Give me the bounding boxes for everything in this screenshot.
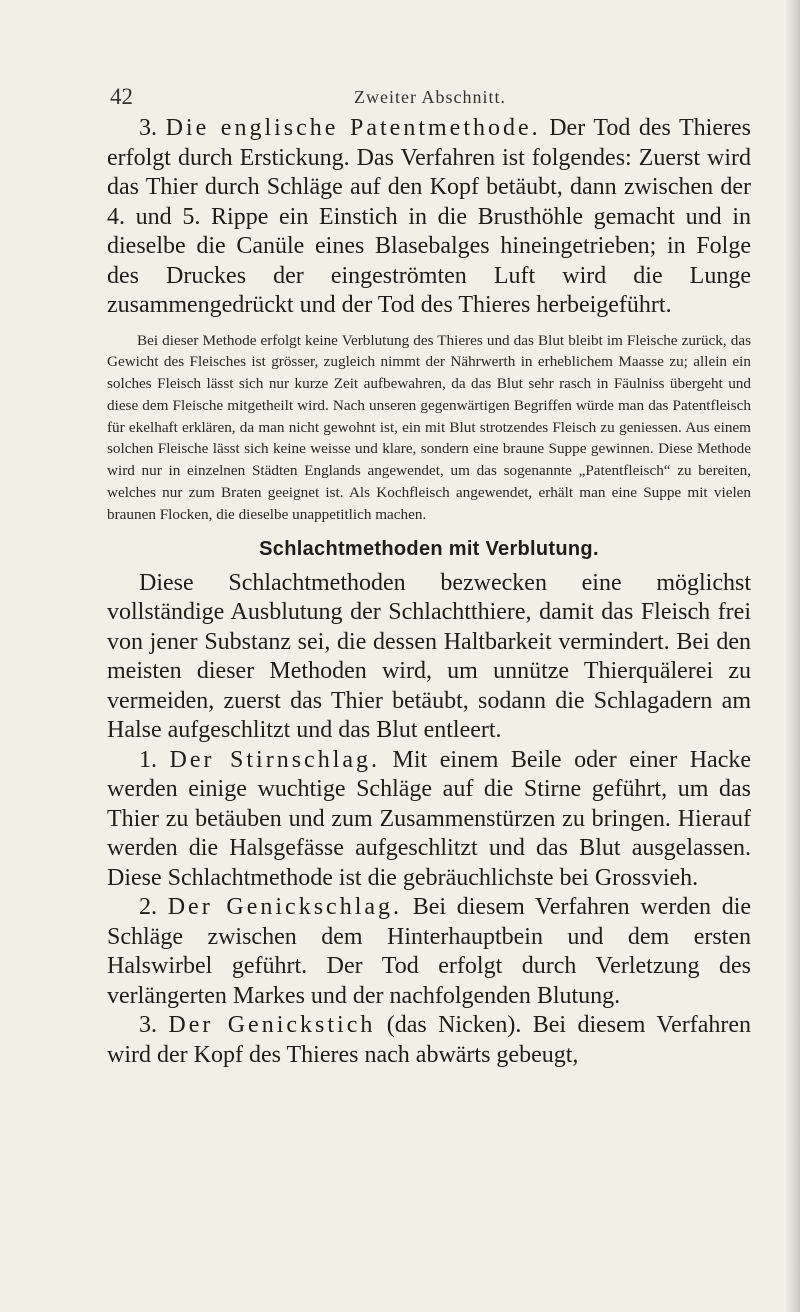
section-heading: Schlachtmethoden mit Verblutung. <box>259 537 599 560</box>
list-item-3 <box>107 1011 751 1070</box>
intro-paragraph: Diese Schlachtmethoden bezwecken eine möglichst vollständige Ausblutung der Schlachtthiere, damit das Fleisch frei von jener Substanz sei, die dessen Haltbarkeit vermindert. Bei den meisten dieser Methoden wird, um unnütze Thierquälerei zu vermeiden, zuerst das Thier betäubt, sodann die Schlagadern am Halse aufgeschlitzt und das Blut entleert. <box>107 569 751 744</box>
item-1-body: Mit einem Beile oder einer Hacke werden einige wuchtige Schläge auf die Stirne geführt, um das Thier zu betäuben und zum Zusammenstürzen zu bringen. Hierauf werden die Halsgefässe aufgeschlitzt und das Blut ausgelassen. Diese Schlachtmethode ist die gebräuchlichste bei Grossvieh. <box>107 746 752 891</box>
item-1-title: Der Stirnschlag. <box>169 746 381 773</box>
section-3-number: 3. <box>139 115 157 141</box>
item-1-number: 1. <box>139 746 157 773</box>
section-3-title: Die englische Patentmethode. <box>165 115 541 141</box>
section-3-paragraph <box>107 114 751 321</box>
section-3-note: Bei dieser Methode erfolgt keine Verblutung des Thieres und das Blut bleibt im Fleische zurück, das Gewicht des Fleisches ist grösser, zugleich nimmt der Nährwerth in erheblichem Maasse zu; allein ein solches Fleisch lässt sich nur kurze Zeit aufbewahren, da das Blut sehr rasch in Fäulniss übergeht und diese dem Fleische mitgetheilt wird. Nach unseren gegenwärtigen Begriffen würde man das Patentfleisch für ekelhaft erklären, da man nicht gewohnt ist, ein mit Blut strotzendes Fleisch zu geniessen. Aus einem solchen Fleische lässt sich keine weisse und klare, sondern eine braune Suppe gewinnen. Diese Methode wird nur in einzelnen Städten Englands angewendet, um das sogenannte „Patentfleisch“ zu bereiten, welches nur zum Braten geeignet ist. Als Kochfleisch angewendet, erhält man eine Suppe mit vielen braunen Flocken, die dieselbe unappetitlich machen. <box>107 331 751 523</box>
running-title: Zweiter Abschnitt. <box>354 87 506 107</box>
item-3-number: 3. <box>139 1012 157 1039</box>
item-2-number: 2. <box>139 894 157 921</box>
list-item-2 <box>107 893 751 1011</box>
page-edge-shadow <box>786 0 800 1312</box>
section-3-body: Der Tod des Thieres erfolgt durch Erstickung. Das Verfahren ist folgendes: Zuerst wird das Thier durch Schläge auf den Kopf betäubt, dann zwischen der 4. und 5. Rippe ein Einstich in die Brusthöhle gemacht und in dieselbe die Canüle eines Blasebalges hineingetrieben; in Folge des Druckes der eingeströmten Luft wird die Lunge zusammengedrückt und der Tod des Thieres herbeigeführt. <box>107 115 751 318</box>
page-text <box>107 114 751 1070</box>
item-2-body: Bei diesem Verfahren werden die Schläge zwischen dem Hinterhauptbein und dem ersten Halswirbel geführt. Der Tod erfolgt durch Verletzung des verlängerten Markes und der nachfolgenden Blutung. <box>107 894 752 1009</box>
item-3-title: Der Genickstich <box>168 1012 376 1039</box>
item-3-body: (das Nicken). Bei diesem Verfahren wird der Kopf des Thieres nach abwärts gebeugt, <box>107 1012 751 1068</box>
list-item-1 <box>107 746 751 894</box>
item-2-title: Der Genickschlag. <box>167 894 403 921</box>
page-header <box>110 84 750 112</box>
page-number: 42 <box>110 84 133 109</box>
